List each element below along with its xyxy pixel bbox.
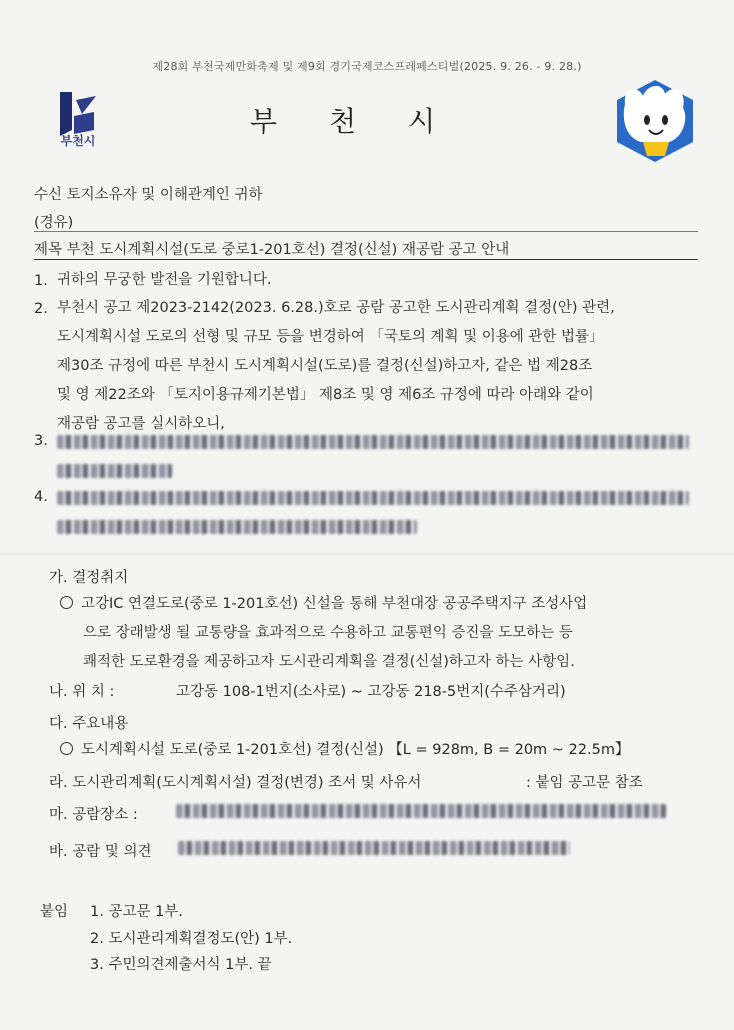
item-number: 2. <box>34 301 48 317</box>
mascot-icon <box>613 78 697 164</box>
redacted-text <box>176 803 666 819</box>
section-ga-heading: 가. 결정취지 <box>49 570 129 586</box>
redacted-text <box>57 457 172 486</box>
city-title: 부천시 <box>250 105 488 138</box>
via-line: (경유) <box>34 215 74 231</box>
recipient-line: 수신 토지소유자 및 이해관계인 귀하 <box>34 187 263 203</box>
section-da-heading: 다. 주요내용 <box>49 716 129 732</box>
paper-fold <box>0 553 734 555</box>
redacted-text <box>57 513 417 542</box>
section-ba-heading: 바. 공람 및 의견 <box>49 844 152 860</box>
subject-line: 제목 부천 도시계획시설(도로 중로1-201호선) 결정(신설) 재공람 공고 안내 <box>34 242 510 258</box>
paragraph-2-line: 도시계획시설 도로의 선형 및 규모 등을 변경하여 「국토의 계획 및 이용에 관한 법률」 <box>57 329 604 345</box>
section-ma-heading: 마. 공람장소 : <box>49 807 138 823</box>
section-ga-line: 쾌적한 도로환경을 제공하고자 도시관리계획을 결정(신설)하고자 하는 사항임. <box>83 654 575 670</box>
paragraph-2-line: 재공람 공고를 실시하오니, <box>57 416 225 432</box>
section-na-heading: 나. 위 치 : <box>49 684 115 700</box>
festival-line: 제28회 부천국제만화축제 및 제9회 경기국제코스프레페스티벌(2025. 9. 26. - 9. 28.) <box>152 60 582 73</box>
section-ra-heading: 라. 도시관리계획(도시계획시설) 결정(변경) 조서 및 사유서 <box>49 775 422 791</box>
attachments-label: 붙임 <box>40 904 69 920</box>
attachment-item: 3. 주민의견제출서식 1부. 끝 <box>90 957 272 973</box>
divider <box>34 231 698 232</box>
section-ga-line <box>60 590 587 619</box>
redacted-text <box>178 840 570 856</box>
item-number: 3. <box>34 433 48 449</box>
section-da-text: 도시계획시설 도로(중로 1-201호선) 결정(신설) 【L = 928m, B = 20m ~ 22.5m】 <box>81 742 630 758</box>
item-number: 1. <box>34 273 48 289</box>
item-number: 4. <box>34 489 48 505</box>
subject-divider <box>34 259 698 260</box>
paragraph-2-line: 및 영 제22조와 「토지이용규제기본법」 제8조 및 영 제6조 규정에 따라 아래와 같이 <box>57 387 594 403</box>
bullet-circle-icon <box>60 596 73 609</box>
logo-text: 부천시 <box>60 134 96 148</box>
paragraph-2-line: 부천시 공고 제2023-2142(2023. 6.28.)호로 공람 공고한 도시관리계획 결정(안) 관련, <box>57 300 615 316</box>
paragraph-2-line: 제30조 규정에 따른 부천시 도시계획시설(도로)를 결정(신설)하고자, 같은 법 제28조 <box>57 358 593 374</box>
attachment-item: 2. 도시관리계획결정도(안) 1부. <box>90 931 293 947</box>
section-da-line <box>60 738 629 759</box>
bullet-circle-icon <box>60 742 73 755</box>
section-ga-text: 고강IC 연결도로(중로 1-201호선) 신설을 통해 부천대장 공공주택지구 조성사업 <box>81 596 588 612</box>
section-ra-value: : 붙임 공고문 참조 <box>526 775 643 791</box>
redacted-text <box>57 428 689 457</box>
section-na-value: 고강동 108-1번지(소사로) ~ 고강동 218-5번지(수주삼거리) <box>176 684 566 700</box>
section-ga-line: 으로 장래발생 될 교통량을 효과적으로 수용하고 교통편익 증진을 도모하는 등 <box>83 625 573 641</box>
redacted-text <box>57 484 689 513</box>
attachment-item: 1. 공고문 1부. <box>90 904 183 920</box>
paragraph-1: 귀하의 무궁한 발전을 기원합니다. <box>57 272 272 288</box>
